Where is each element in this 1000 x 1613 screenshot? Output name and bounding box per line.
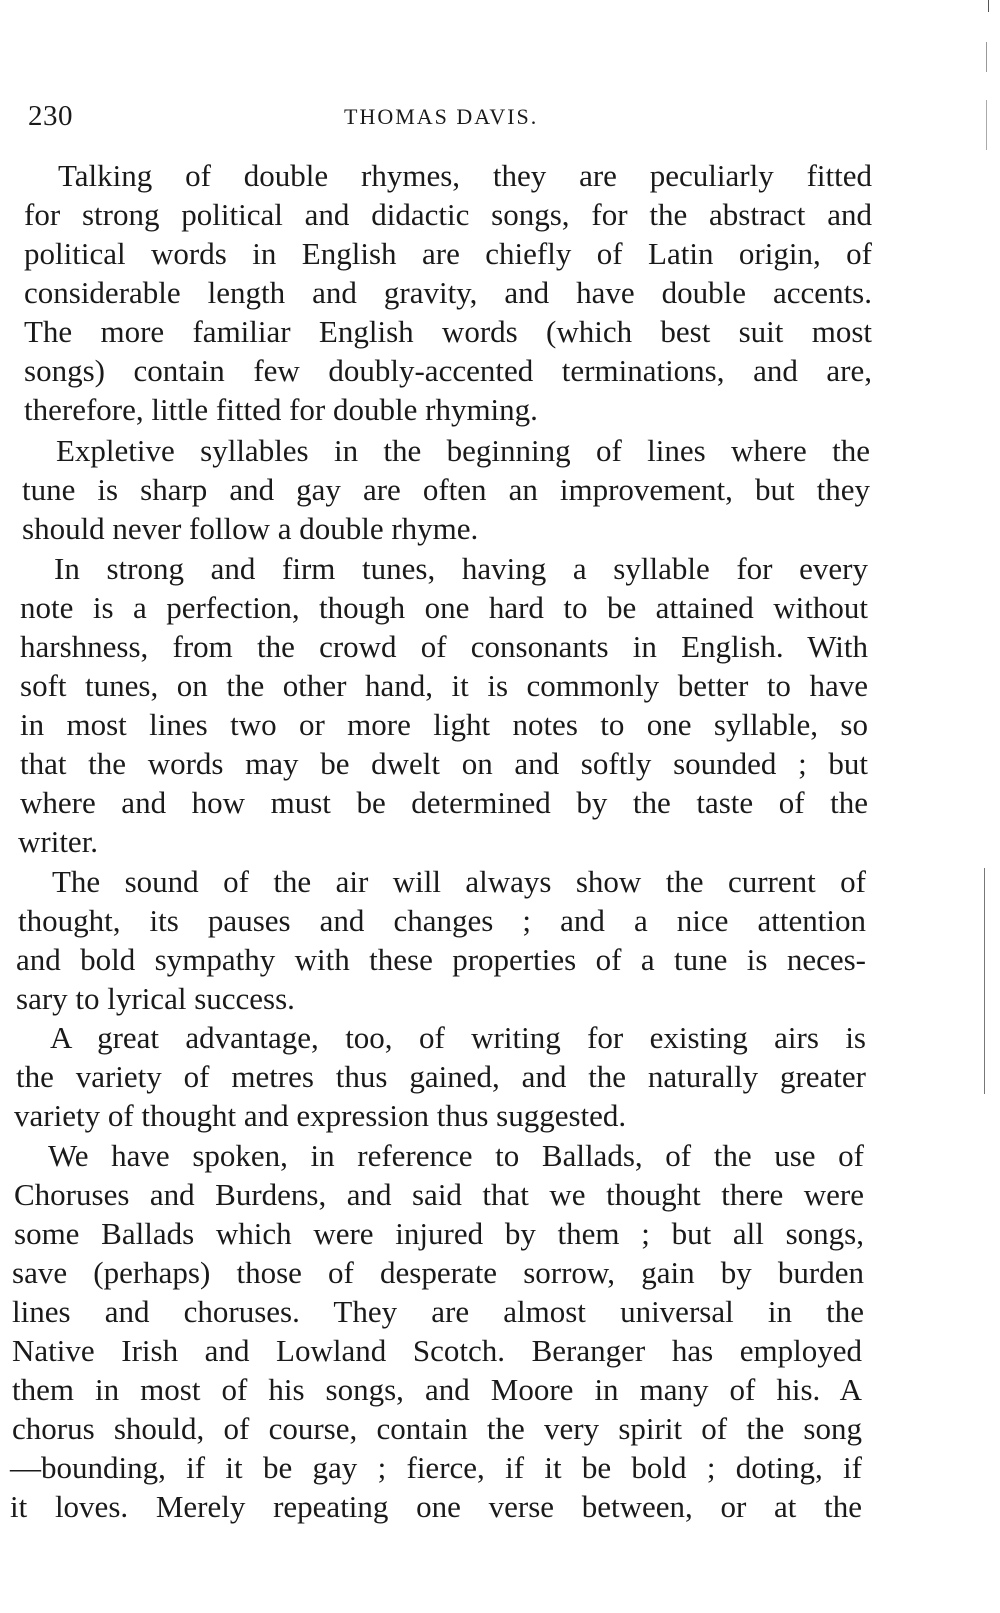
scan-edge-mark xyxy=(986,42,987,72)
text-line: chorus should, of course, contain the very spirit of the song xyxy=(12,1411,862,1446)
text-line: songs) contain few doubly-accented terminations, and are, xyxy=(24,353,872,388)
text-line: the variety of metres thus gained, and the naturally greater xyxy=(16,1059,866,1094)
text-line: lines and choruses. They are almost universal in the xyxy=(12,1294,864,1329)
text-line: —bounding, if it be gay ; fierce, if it be bold ; doting, if xyxy=(10,1450,862,1485)
text-line: variety of thought and expression thus suggested. xyxy=(14,1098,627,1133)
text-line: note is a perfection, though one hard to be attained without xyxy=(20,590,868,625)
text-line: soft tunes, on the other hand, it is commonly better to have xyxy=(20,668,868,703)
text-line: Talking of double rhymes, they are peculiarly fitted xyxy=(58,158,872,193)
text-line: The sound of the air will always show the current of xyxy=(52,864,866,899)
text-line: that the words may be dwelt on and softly sounded ; but xyxy=(20,746,868,781)
text-line: thought, its pauses and changes ; and a nice attention xyxy=(18,903,866,938)
text-line: sary to lyrical success. xyxy=(16,981,295,1016)
running-head: THOMAS DAVIS. xyxy=(344,104,539,129)
scan-edge-mark xyxy=(988,0,989,12)
text-line: Choruses and Burdens, and said that we thought there were xyxy=(14,1177,864,1212)
text-line: where and how must be determined by the taste of the xyxy=(20,785,868,820)
text-line: Expletive syllables in the beginning of lines where the xyxy=(56,433,870,468)
text-line: considerable length and gravity, and have double accents. xyxy=(24,275,872,310)
scan-edge-mark xyxy=(984,868,985,1094)
text-line: should never follow a double rhyme. xyxy=(22,511,479,546)
text-line: some Ballads which were injured by them ; but all songs, xyxy=(14,1216,864,1251)
page-number: 230 xyxy=(28,100,73,132)
text-line: writer. xyxy=(18,824,99,859)
text-line: We have spoken, in reference to Ballads, of the use of xyxy=(48,1138,864,1173)
text-line: it loves. Merely repeating one verse between, or at the xyxy=(10,1489,862,1524)
text-line: harshness, from the crowd of consonants in English. With xyxy=(20,629,868,664)
text-line: Native Irish and Lowland Scotch. Beranger has employed xyxy=(12,1333,862,1368)
text-line: them in most of his songs, and Moore in many of his. A xyxy=(12,1372,862,1407)
text-line: in most lines two or more light notes to one syllable, so xyxy=(20,707,868,742)
text-line: and bold sympathy with these properties of a tune is neces- xyxy=(16,942,866,977)
text-line: The more familiar English words (which best suit most xyxy=(24,314,872,349)
scan-edge-mark xyxy=(986,100,987,150)
text-line: tune is sharp and gay are often an improvement, but they xyxy=(22,472,870,507)
text-line: for strong political and didactic songs, for the abstract and xyxy=(24,197,872,232)
text-line: A great advantage, too, of writing for existing airs is xyxy=(50,1020,866,1055)
text-line: In strong and firm tunes, having a syllable for every xyxy=(54,551,868,586)
text-line: political words in English are chiefly of Latin origin, of xyxy=(24,236,872,271)
page-header xyxy=(28,100,900,136)
text-line: save (perhaps) those of desperate sorrow, gain by burden xyxy=(12,1255,864,1290)
text-line: therefore, little fitted for double rhyming. xyxy=(24,392,538,427)
